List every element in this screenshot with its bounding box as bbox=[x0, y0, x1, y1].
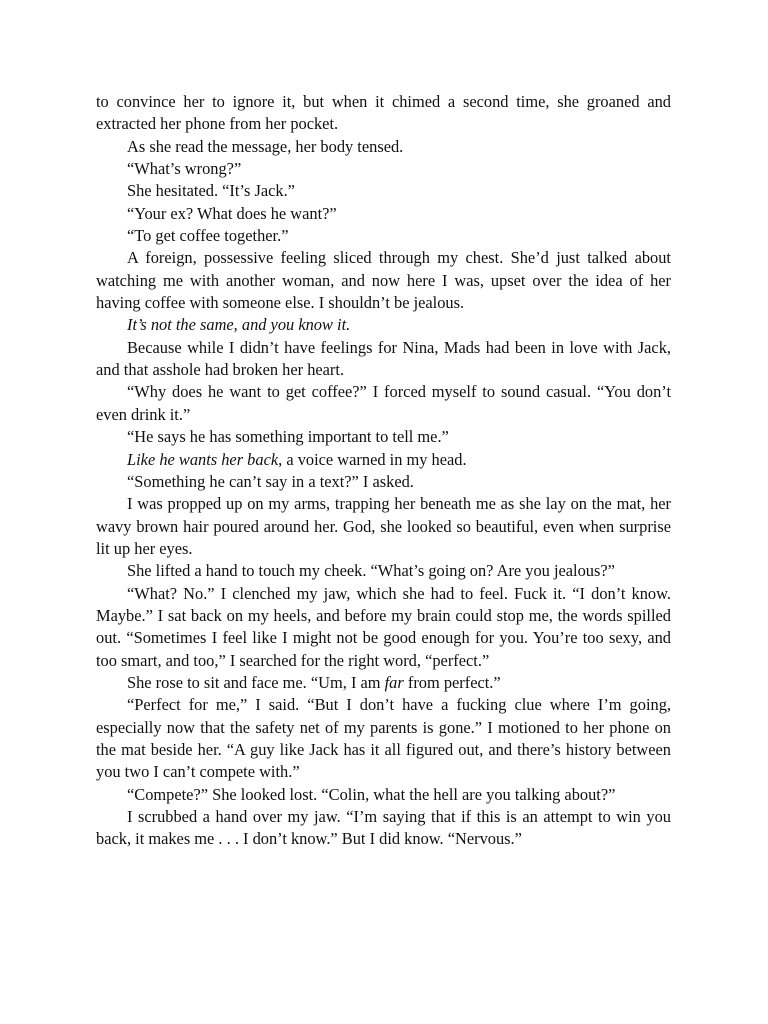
paragraph bbox=[96, 203, 671, 225]
paragraph bbox=[96, 247, 671, 314]
paragraph bbox=[96, 426, 671, 448]
text-segment: “Your ex? What does he want?” bbox=[127, 203, 337, 223]
italic-text-segment: It’s not the same, and you know it. bbox=[127, 315, 351, 335]
paragraph bbox=[96, 91, 671, 136]
text-segment: “What’s wrong?” bbox=[127, 159, 242, 179]
text-segment: I scrubbed a hand over my jaw. “I’m saying that if this is an attempt to win you back, it makes me . . . I don’t know.” But I did know. “Nervous.” bbox=[96, 807, 671, 849]
text-segment: She lifted a hand to touch my cheek. “What’s going on? Are you jealous?” bbox=[127, 561, 615, 581]
text-segment: She rose to sit and face me. “Um, I am bbox=[127, 672, 385, 692]
paragraph bbox=[96, 158, 671, 180]
paragraph bbox=[96, 694, 671, 783]
paragraph bbox=[96, 136, 671, 158]
paragraph bbox=[96, 806, 671, 851]
text-segment: She hesitated. “It’s Jack.” bbox=[127, 181, 295, 201]
text-segment: , a voice warned in my head. bbox=[278, 449, 467, 469]
paragraph bbox=[96, 672, 671, 694]
paragraph bbox=[96, 314, 671, 336]
text-segment: As she read the message, her body tensed. bbox=[127, 136, 404, 156]
text-segment: I was propped up on my arms, trapping her beneath me as she lay on the mat, her wavy brown hair poured around her. God, she looked so beautiful, even when surprise lit up her eyes. bbox=[96, 494, 671, 558]
paragraph bbox=[96, 225, 671, 247]
text-segment: “Why does he want to get coffee?” I forced myself to sound casual. “You don’t even drink it.” bbox=[96, 382, 671, 424]
paragraph bbox=[96, 583, 671, 672]
paragraph bbox=[96, 471, 671, 493]
text-segment: to convince her to ignore it, but when it chimed a second time, she groaned and extracted her phone from her pocket. bbox=[96, 92, 671, 134]
text-segment: “Something he can’t say in a text?” I asked. bbox=[127, 471, 414, 491]
text-segment: from perfect.” bbox=[403, 672, 501, 692]
paragraph bbox=[96, 381, 671, 426]
italic-text-segment: far bbox=[384, 672, 404, 692]
text-segment: Because while I didn’t have feelings for Nina, Mads had been in love with Jack, and that asshole had broken her heart. bbox=[96, 337, 671, 380]
paragraph bbox=[96, 337, 671, 382]
text-segment: “To get coffee together.” bbox=[127, 226, 289, 246]
italic-text-segment: Like he wants her back bbox=[127, 449, 279, 469]
paragraph bbox=[96, 493, 671, 560]
text-segment: “What? No.” I clenched my jaw, which she had to feel. Fuck it. “I don’t know. Maybe.” I sat back on my heels, and before my brain could stop me, the words spilled out. “Sometimes I feel like I might not be good enough for you. You’re too sexy, and too smart, and too,” I searched for the right word, “perfect.” bbox=[96, 583, 671, 670]
paragraph bbox=[96, 180, 671, 202]
paragraph bbox=[96, 784, 671, 806]
text-segment: “Perfect for me,” I said. “But I don’t have a fucking clue where I’m going, especially now that the safety net of my parents is gone.” I motioned to her phone on the mat beside her. “A guy like Jack has it all figured out, and there’s history between you two I can’t compete with.” bbox=[96, 695, 671, 782]
text-segment: “Compete?” She looked lost. “Colin, what the hell are you talking about?” bbox=[127, 784, 616, 804]
paragraph bbox=[96, 449, 671, 471]
paragraph bbox=[96, 560, 671, 582]
book-page-text bbox=[96, 91, 671, 851]
text-segment: “He says he has something important to tell me.” bbox=[127, 427, 449, 447]
text-segment: A foreign, possessive feeling sliced through my chest. She’d just talked about watching me with another woman, and now here I was, upset over the idea of her having coffee with someone else. I shouldn’t be jealous. bbox=[96, 248, 671, 313]
